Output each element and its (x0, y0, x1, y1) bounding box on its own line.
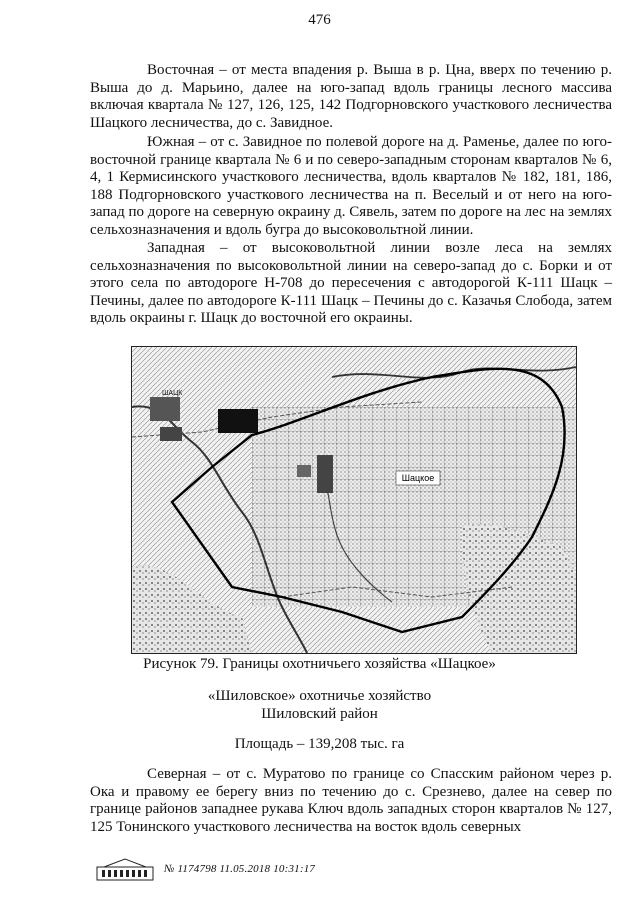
paragraph-north-border: Северная – от с. Муратово по границе со Спасским районом через р. Ока и правому ее берегу вниз по течению до с. Срезнево, далее на север по границе районов западнее рукава Ключ вдоль западных сторон кварталов № 127, 125 Тонинского участкового лесничества на восток вдоль северных (90, 766, 612, 835)
paragraph-south-border: Южная – от с. Завидное по полевой дороге на д. Раменье, далее по юго-восточной границе квартала № 6 и по северо-западным сторонам кварталов № 6, 4, 1 Кермисинского участкового лесничества, вдоль кварталов № 182, 181, 186, 188 Подгорновского участкового лесничества на п. Веселый и от него на юго-запад по дороге на северную окраину д. Сявель, затем по дороге на лес на землях сельхозназначения и вдоль бугра до высоковольтной линии. (90, 134, 612, 238)
page-number: 476 (308, 12, 331, 28)
hunting-area-map (131, 346, 577, 654)
paragraph-east-border: Восточная – от места впадения р. Выша в р. Цна, вверх по течению р. Выша до д. Марьино, далее на юго-запад вдоль границы лесного массива включая квартала № 127, 126, 125, 142 Подгорновского участкового лесничества Шацкого лесничества, до с. Завидное. (90, 62, 612, 131)
paragraph-west-border: Западная – от высоковольтной линии возле леса на землях сельхозназначения по высоковольтной линии на северо-запад до с. Борки и от этого села по автодороге Н-708 до пересечения с автодорогой К-111 Шацк – Печины, далее по автодороге К-111 Шацк – Печины до с. Казачья Слобода, затем вдоль окраины г. Шацк до восточной его окраины. (90, 240, 612, 327)
map-label-shatskoe: Шацкое (401, 473, 435, 483)
section-area: Площадь – 139,208 тыс. га (234, 736, 405, 752)
footer (96, 856, 416, 882)
section-title: «Шиловское» охотничье хозяйство (207, 688, 432, 704)
map-drawing (132, 347, 576, 653)
map-label-shatsk: ШАЦК (162, 390, 183, 397)
section-district: Шиловский район (261, 706, 378, 722)
document-id: № 1174798 11.05.2018 10:31:17 (164, 863, 316, 875)
stamp-logo-icon (96, 857, 154, 881)
figure-caption: Рисунок 79. Границы охотничьего хозяйства «Шацкое» (143, 656, 496, 672)
